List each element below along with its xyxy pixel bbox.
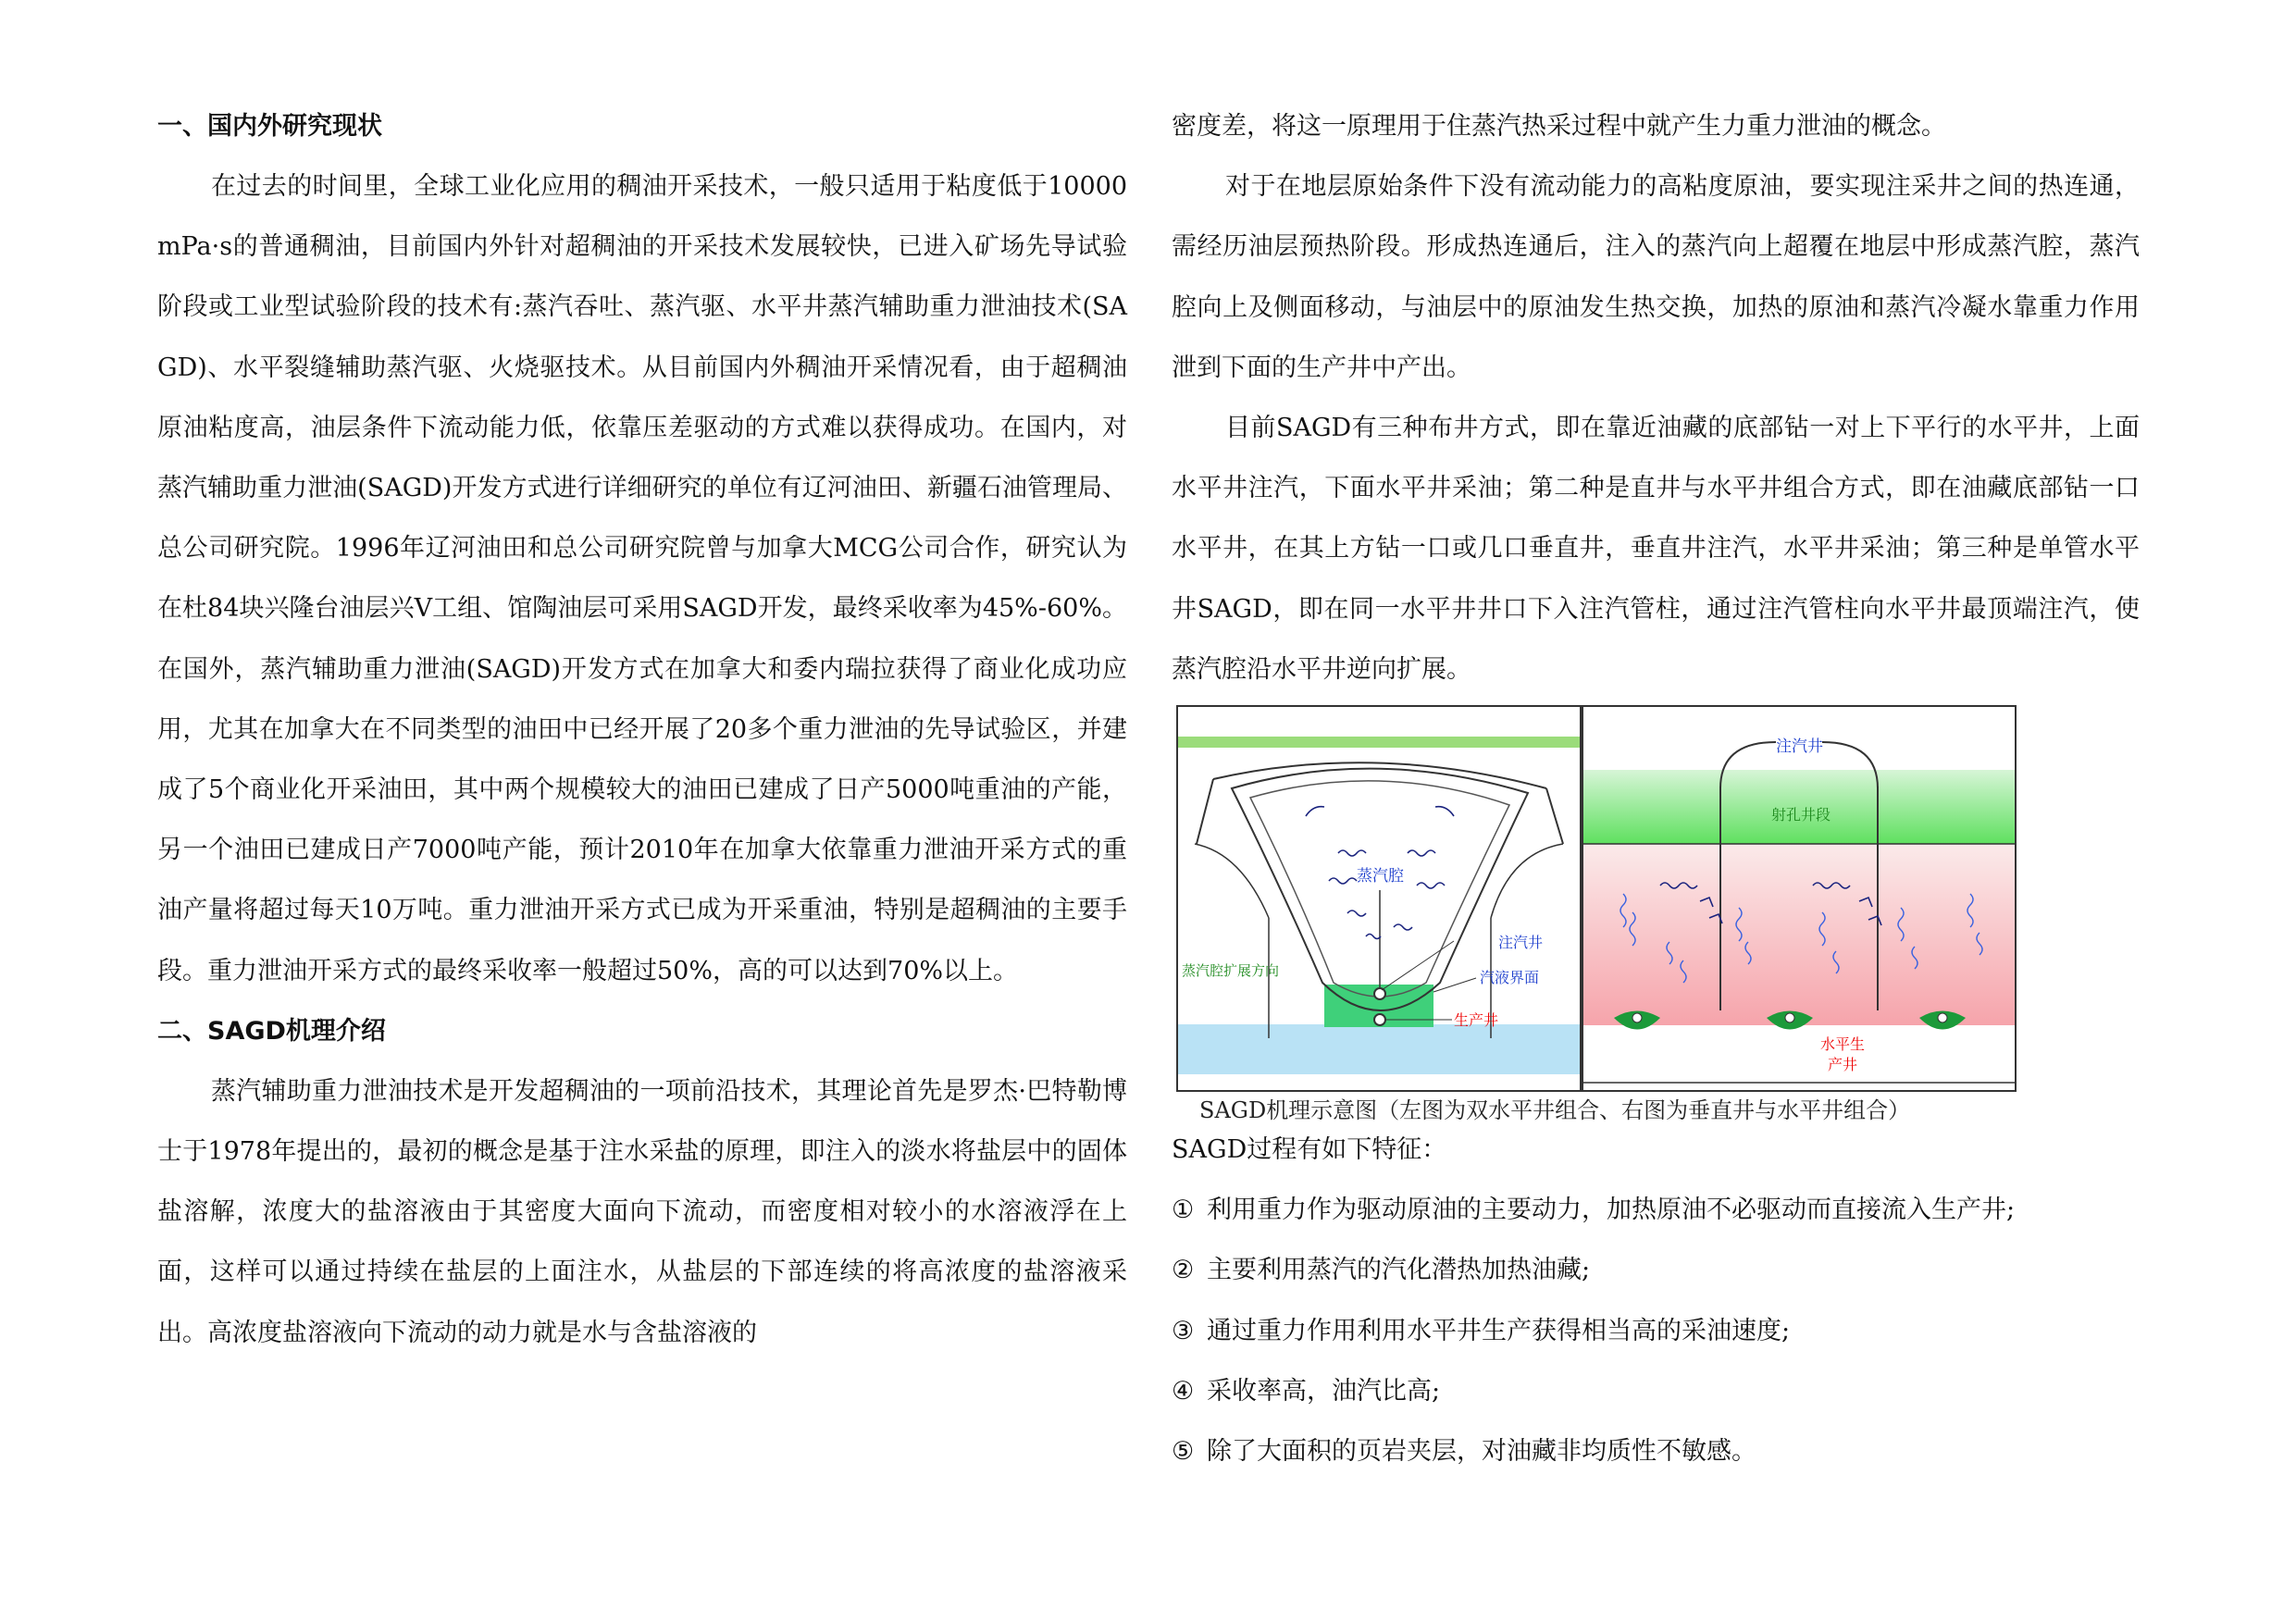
well-layout-paragraph: 目前SAGD有三种布井方式，即在靠近油藏的底部钻一对上下平行的水平井，上面水平井注汽，下面水平井采油；第二种是直井与水平井组合方式，即在油藏底部钻一口水平井，在其上方钻一口或几口垂直井，垂直井注汽，水平井采油；第三种是单管水平井SAGD，即在同一水平井井口下入注汽管柱，通过注汽管柱向水平井最顶端注汽，使蒸汽腔沿水平井逆向扩展。 xyxy=(1172,414,2140,684)
features-list xyxy=(1172,1180,2140,1481)
expansion-label: 蒸汽腔扩展方向 xyxy=(1182,962,1280,980)
section-1-paragraph: 在过去的时间里，全球工业化应用的稠油开采技术，一般只适用于粘度低于10000mPa·s的普通稠油，目前国内外针对超稠油的开采技术发展较快，已进入矿场先导试验阶段或工业型试验阶段的技术有:蒸汽吞吐、蒸汽驱、水平井蒸汽辅助重力泄油技术(SAGD)、水平裂缝辅助蒸汽驱、火烧驱技术。从目前国内外稠油开采情况看，由于超稠油原油粘度高，油层条件下流动能力低，依靠压差驱动的方式难以获得成功。在国内，对蒸汽辅助重力泄油(SAGD)开发方式进行详细研究的单位有辽河油田、新疆石油管理局、总公司研究院。1996年辽河油田和总公司研究院曾与加拿大MCG公司合作，研究认为在杜84块兴隆台油层兴V工组、馆陶油层可采用SAGD开发，最终采收率为45%-60%。在国外，蒸汽辅助重力泄油(SAGD)开发方式在加拿大和委内瑞拉获得了商业化成功应用，尤其在加拿大在不同类型的油田中已经开展了20多个重力泄油的先导试验区，并建成了5个商业化开采油田，其中两个规模较大的油田已建成了日产5000吨重油的产能，另一个油田已建成日产7000吨产能，预计2010年在加拿大依靠重力泄油开采方式的重油产量将超过每天10万吨。重力泄油开采方式已成为开采重油，特别是超稠油的主要手段。重力泄油开采方式的最终采收率一般超过50%，高的可以达到70%以上。 xyxy=(157,172,1127,985)
vertical-horizontal-diagram xyxy=(1582,705,2017,1092)
section-2-paragraph: 蒸汽辅助重力泄油技术是开发超稠油的一项前沿技术，其理论首先是罗杰·巴特勒博士于1978年提出的，最初的概念是基于注水采盐的原理，即注入的淡水将盐层中的固体盐溶解，浓度大的盐溶液由于其密度大面向下流动，而密度相对较小的水溶液浮在上面，这样可以通过持续在盐层的上面注水，从盐层的下部连续的将高浓度的盐溶液采出。高浓度盐溶液向下流动的动力就是水与含盐溶液的 xyxy=(157,1076,1127,1347)
feature-item: ⑤ 除了大面积的页岩夹层，对油藏非均质性不敏感。 xyxy=(1172,1437,1756,1467)
producer-label-right-2: 产井 xyxy=(1828,1056,1858,1074)
perforation-label: 射孔井段 xyxy=(1771,806,1831,824)
producer-label-right-1: 水平生 xyxy=(1820,1035,1866,1054)
injector-label-right: 注汽井 xyxy=(1776,737,1823,757)
feature-item: ④ 采收率高，油汽比高; xyxy=(1172,1376,1441,1406)
dual-horizontal-diagram xyxy=(1176,705,1582,1092)
left-column xyxy=(157,96,1127,1363)
feature-item: ③ 通过重力作用利用水平井生产获得相当高的采油速度; xyxy=(1172,1316,1791,1345)
steam-chamber-label: 蒸汽腔 xyxy=(1357,867,1404,886)
feature-item: ② 主要利用蒸汽的汽化潜热加热油藏; xyxy=(1172,1256,1591,1285)
continuation-paragraph: 密度差，将这一原理用于住蒸汽热采过程中就产生力重力泄油的概念。 xyxy=(1172,112,1946,141)
feature-item: ① 利用重力作为驱动原油的主要动力，加热原油不必驱动而直接流入生产井; xyxy=(1172,1196,2016,1225)
section-2-title: 二、SAGD机理介绍 xyxy=(157,1016,386,1046)
producer-label: 生产井 xyxy=(1454,1011,1499,1030)
figure-caption: SAGD机理示意图（左图为双水平井组合、右图为垂直井与水平井组合） xyxy=(1199,1097,1911,1124)
features-title: SAGD过程有如下特征： xyxy=(1172,1135,1447,1165)
preheat-paragraph: 对于在地层原始条件下没有流动能力的高粘度原油，要实现注采井之间的热连通，需经历油层预热阶段。形成热连通后，注入的蒸汽向上超覆在地层中形成蒸汽腔，蒸汽腔向上及侧面移动，与油层中的原油发生热交换，加热的原油和蒸汽冷凝水靠重力作用泄到下面的生产井中产出。 xyxy=(1172,172,2140,382)
interface-label: 汽液界面 xyxy=(1480,969,1540,987)
injector-label: 注汽井 xyxy=(1498,934,1544,952)
section-1-title: 一、国内外研究现状 xyxy=(157,112,382,141)
right-column xyxy=(1172,96,2140,1481)
sagd-figure xyxy=(1172,705,2140,1146)
